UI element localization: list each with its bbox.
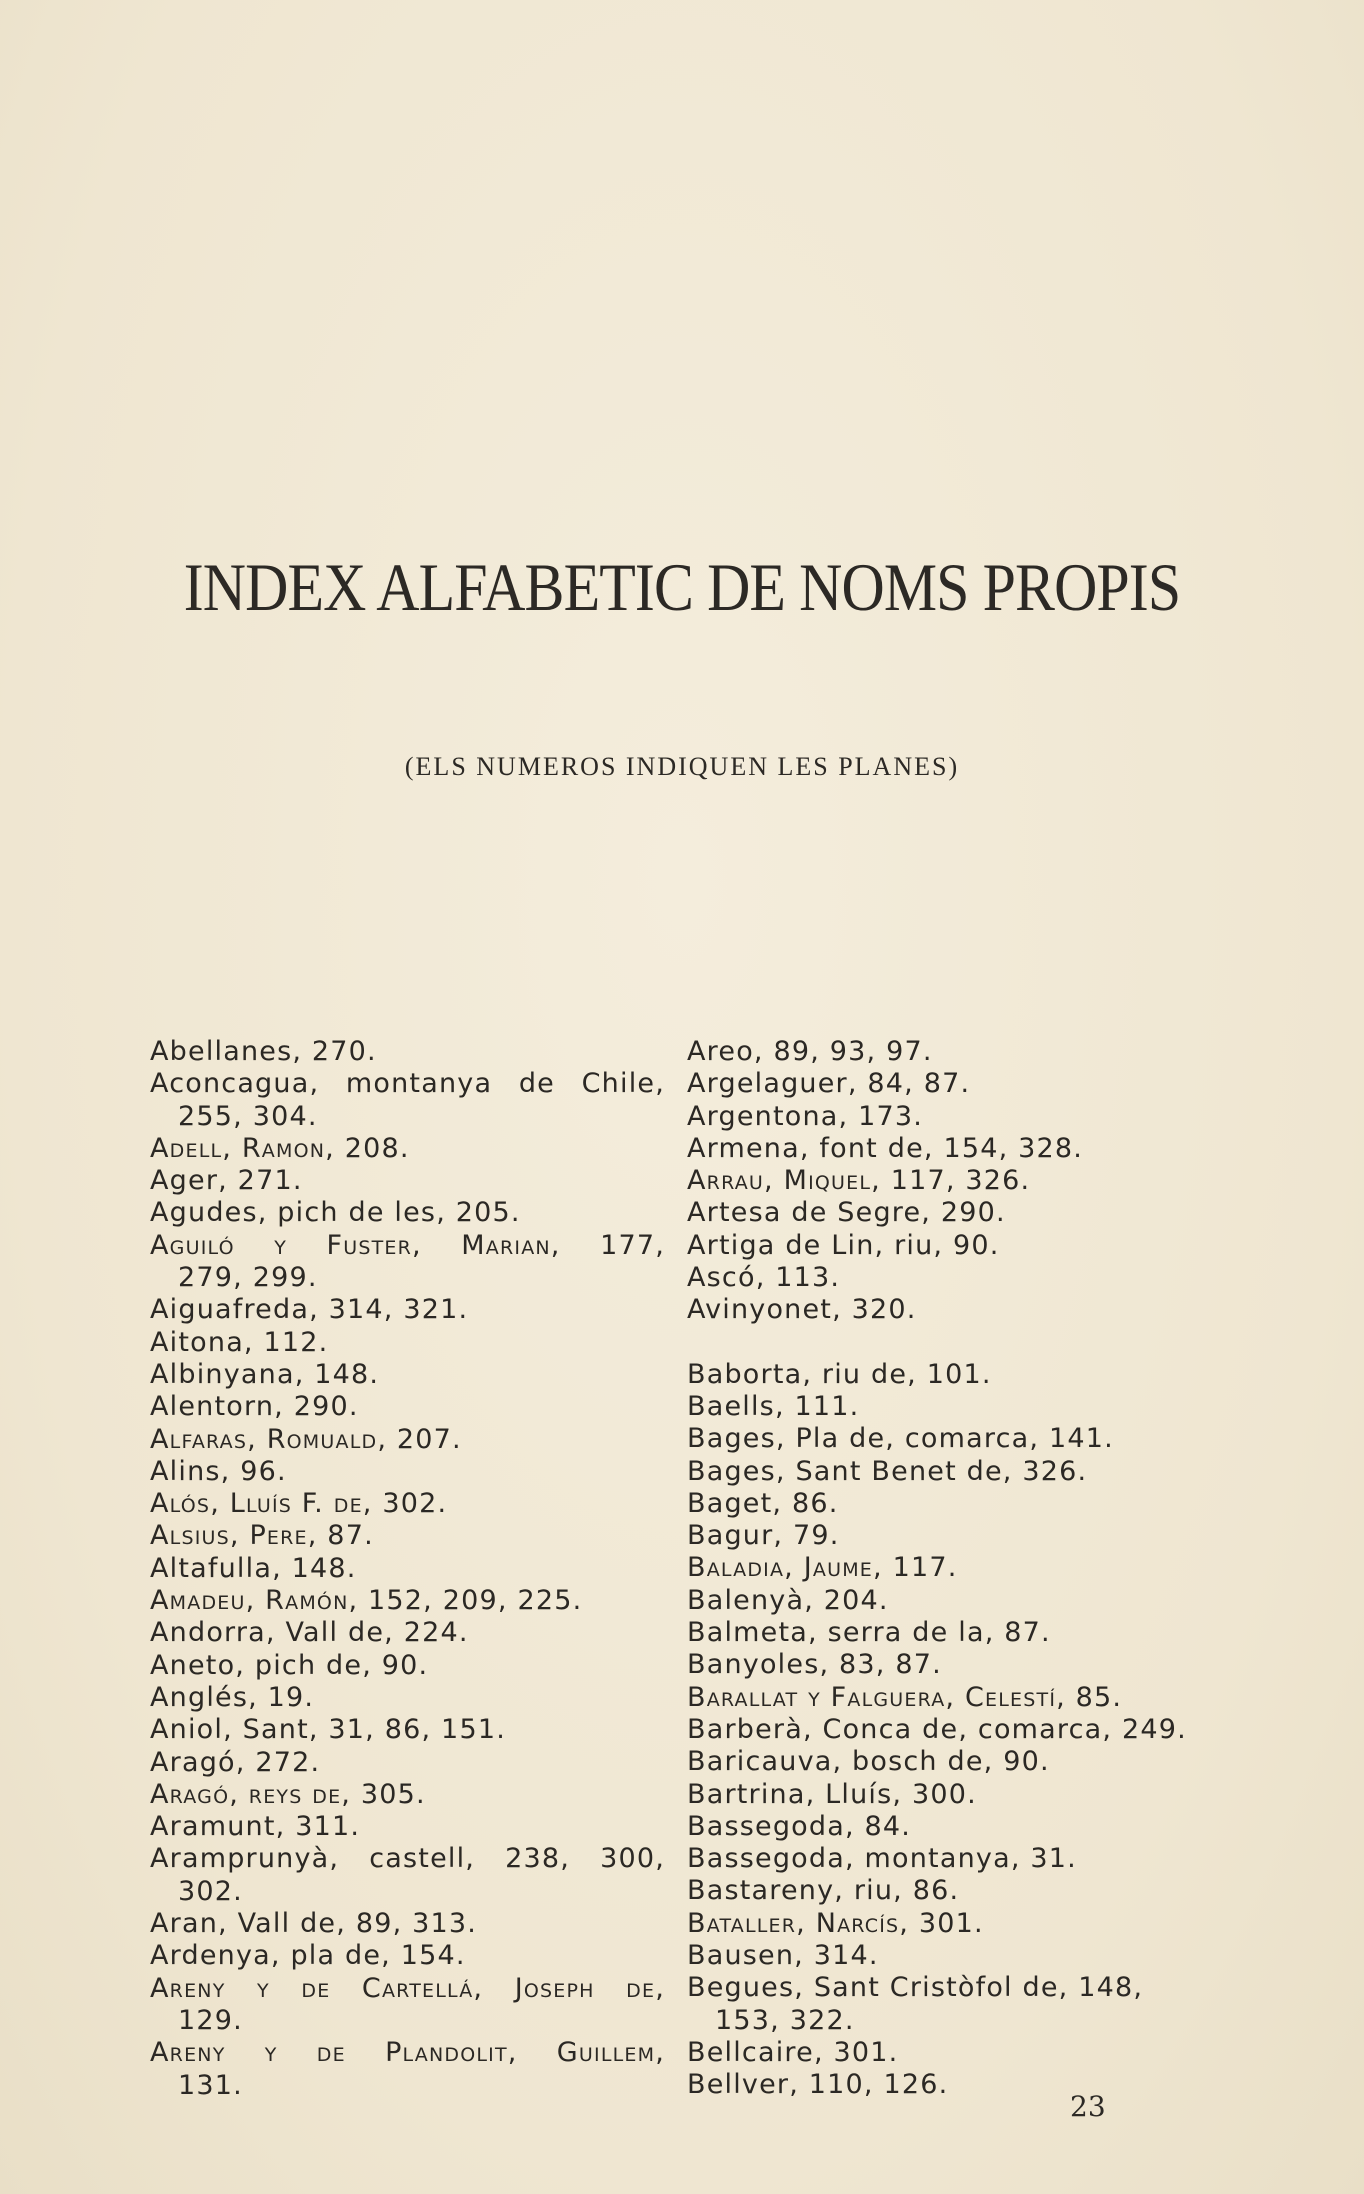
index-entry: Bages, Pla de, comarca, 141. xyxy=(687,1423,1114,1455)
index-entry: Alós, Lluís F. de, 302. xyxy=(150,1488,448,1520)
index-entry: Artiga de Lin, riu, 90. xyxy=(687,1229,1000,1261)
index-entry: Bagur, 79. xyxy=(687,1520,840,1552)
index-entry: Bastareny, riu, 86. xyxy=(687,1875,960,1907)
index-entry: Argelaguer, 84, 87. xyxy=(687,1068,971,1100)
index-entry: Armena, font de, 154, 328. xyxy=(687,1132,1084,1164)
index-entry: Barallat y Falguera, Celestí, 85. xyxy=(687,1681,1123,1713)
index-entry: Abellanes, 270. xyxy=(150,1036,377,1067)
index-entry: Balenyà, 204. xyxy=(687,1584,889,1616)
index-entry: Baricauva, bosch de, 90. xyxy=(687,1746,1050,1778)
index-entry: Begues, Sant Cristòfol de, 148, xyxy=(687,1972,1144,2004)
index-entry: Artesa de Segre, 290. xyxy=(687,1197,1006,1229)
index-entry: Bellcaire, 301. xyxy=(687,2036,899,2068)
index-entry: Ager, 271. xyxy=(150,1165,303,1197)
index-entry: Aragó, 272. xyxy=(150,1746,321,1778)
index-entry: Barberà, Conca de, comarca, 249. xyxy=(687,1713,1187,1745)
index-entry-continuation: 131. xyxy=(178,2069,243,2101)
index-column-right xyxy=(687,1036,1237,2102)
page-title: INDEX ALFABETIC DE NOMS PROPIS xyxy=(183,549,1181,625)
index-column-left xyxy=(150,1036,665,2102)
index-entry-continuation: 153, 322. xyxy=(715,2004,855,2036)
index-entry: Anglés, 19. xyxy=(150,1681,315,1713)
index-entry: Adell, Ramon, 208. xyxy=(150,1132,410,1164)
index-entry: Aragó, reys de, 305. xyxy=(150,1778,426,1810)
index-entry-continuation: 129. xyxy=(178,2004,243,2036)
index-entry: Aiguafreda, 314, 321. xyxy=(150,1294,469,1326)
index-entry: Areo, 89, 93, 97. xyxy=(687,1036,933,1067)
index-entry: Alfaras, Romuald, 207. xyxy=(150,1423,462,1455)
page-subtitle: (ELS NUMEROS INDIQUEN LES PLANES) xyxy=(404,752,960,781)
index-entry: Bausen, 314. xyxy=(687,1940,879,1972)
index-entry: Aitona, 112. xyxy=(150,1326,329,1358)
index-entry: Aramprunyà, castell, 238, 300, xyxy=(150,1843,665,1875)
index-entry: Albinyana, 148. xyxy=(150,1358,380,1390)
index-entry: Amadeu, Ramón, 152, 209, 225. xyxy=(150,1585,583,1617)
index-entry: Bellver, 110, 126. xyxy=(687,2069,949,2101)
index-entry: Aconcagua, montanya de Chile, xyxy=(150,1068,665,1100)
index-entry: Areny y de Cartellá, Joseph de, xyxy=(150,1972,665,2004)
index-entry: Aran, Vall de, 89, 313. xyxy=(150,1908,478,1940)
index-entry: Bassegoda, 84. xyxy=(687,1810,912,1842)
index-entry: Alsius, Pere, 87. xyxy=(150,1520,374,1552)
index-entry: Balmeta, serra de la, 87. xyxy=(687,1617,1051,1649)
index-entry: Baget, 86. xyxy=(687,1487,839,1519)
index-entry: Bages, Sant Benet de, 326. xyxy=(687,1455,1088,1487)
index-entry: Baladia, Jaume, 117. xyxy=(687,1552,958,1584)
index-entry: Baells, 111. xyxy=(687,1390,860,1422)
index-entry: Agudes, pich de les, 205. xyxy=(150,1197,521,1229)
index-entry: Bataller, Narcís, 301. xyxy=(687,1907,984,1939)
index-entry: Altafulla, 148. xyxy=(150,1552,357,1584)
index-entry: Ardenya, pla de, 154. xyxy=(150,1940,466,1972)
index-entry: Andorra, Vall de, 224. xyxy=(150,1617,469,1649)
index-entry: Baborta, riu de, 101. xyxy=(687,1358,992,1390)
index-entry-continuation: 302. xyxy=(178,1875,243,1907)
index-entry: Arrau, Miquel, 117, 326. xyxy=(687,1165,1031,1197)
index-entry: Ascó, 113. xyxy=(687,1262,841,1294)
index-entry: Aguiló y Fuster, Marian, 177, xyxy=(150,1229,665,1261)
index-entry: Alins, 96. xyxy=(150,1455,287,1487)
index-entry: Bassegoda, montanya, 31. xyxy=(687,1843,1077,1875)
index-entry: Aneto, pich de, 90. xyxy=(150,1649,429,1681)
index-entry: Avinyonet, 320. xyxy=(687,1294,917,1326)
index-entry: Aramunt, 311. xyxy=(150,1811,361,1843)
index-entry: Alentorn, 290. xyxy=(150,1391,359,1423)
index-entry-continuation: 255, 304. xyxy=(178,1100,318,1132)
page-number: 23 xyxy=(1070,2090,1106,2123)
index-entry: Banyoles, 83, 87. xyxy=(687,1649,942,1681)
index-entry: Bartrina, Lluís, 300. xyxy=(687,1778,977,1810)
index-entry: Aniol, Sant, 31, 86, 151. xyxy=(150,1714,506,1746)
index-entry: Argentona, 173. xyxy=(687,1100,924,1132)
index-entry-continuation: 279, 299. xyxy=(178,1262,318,1294)
index-entry: Areny y de Plandolit, Guillem, xyxy=(150,2037,665,2069)
